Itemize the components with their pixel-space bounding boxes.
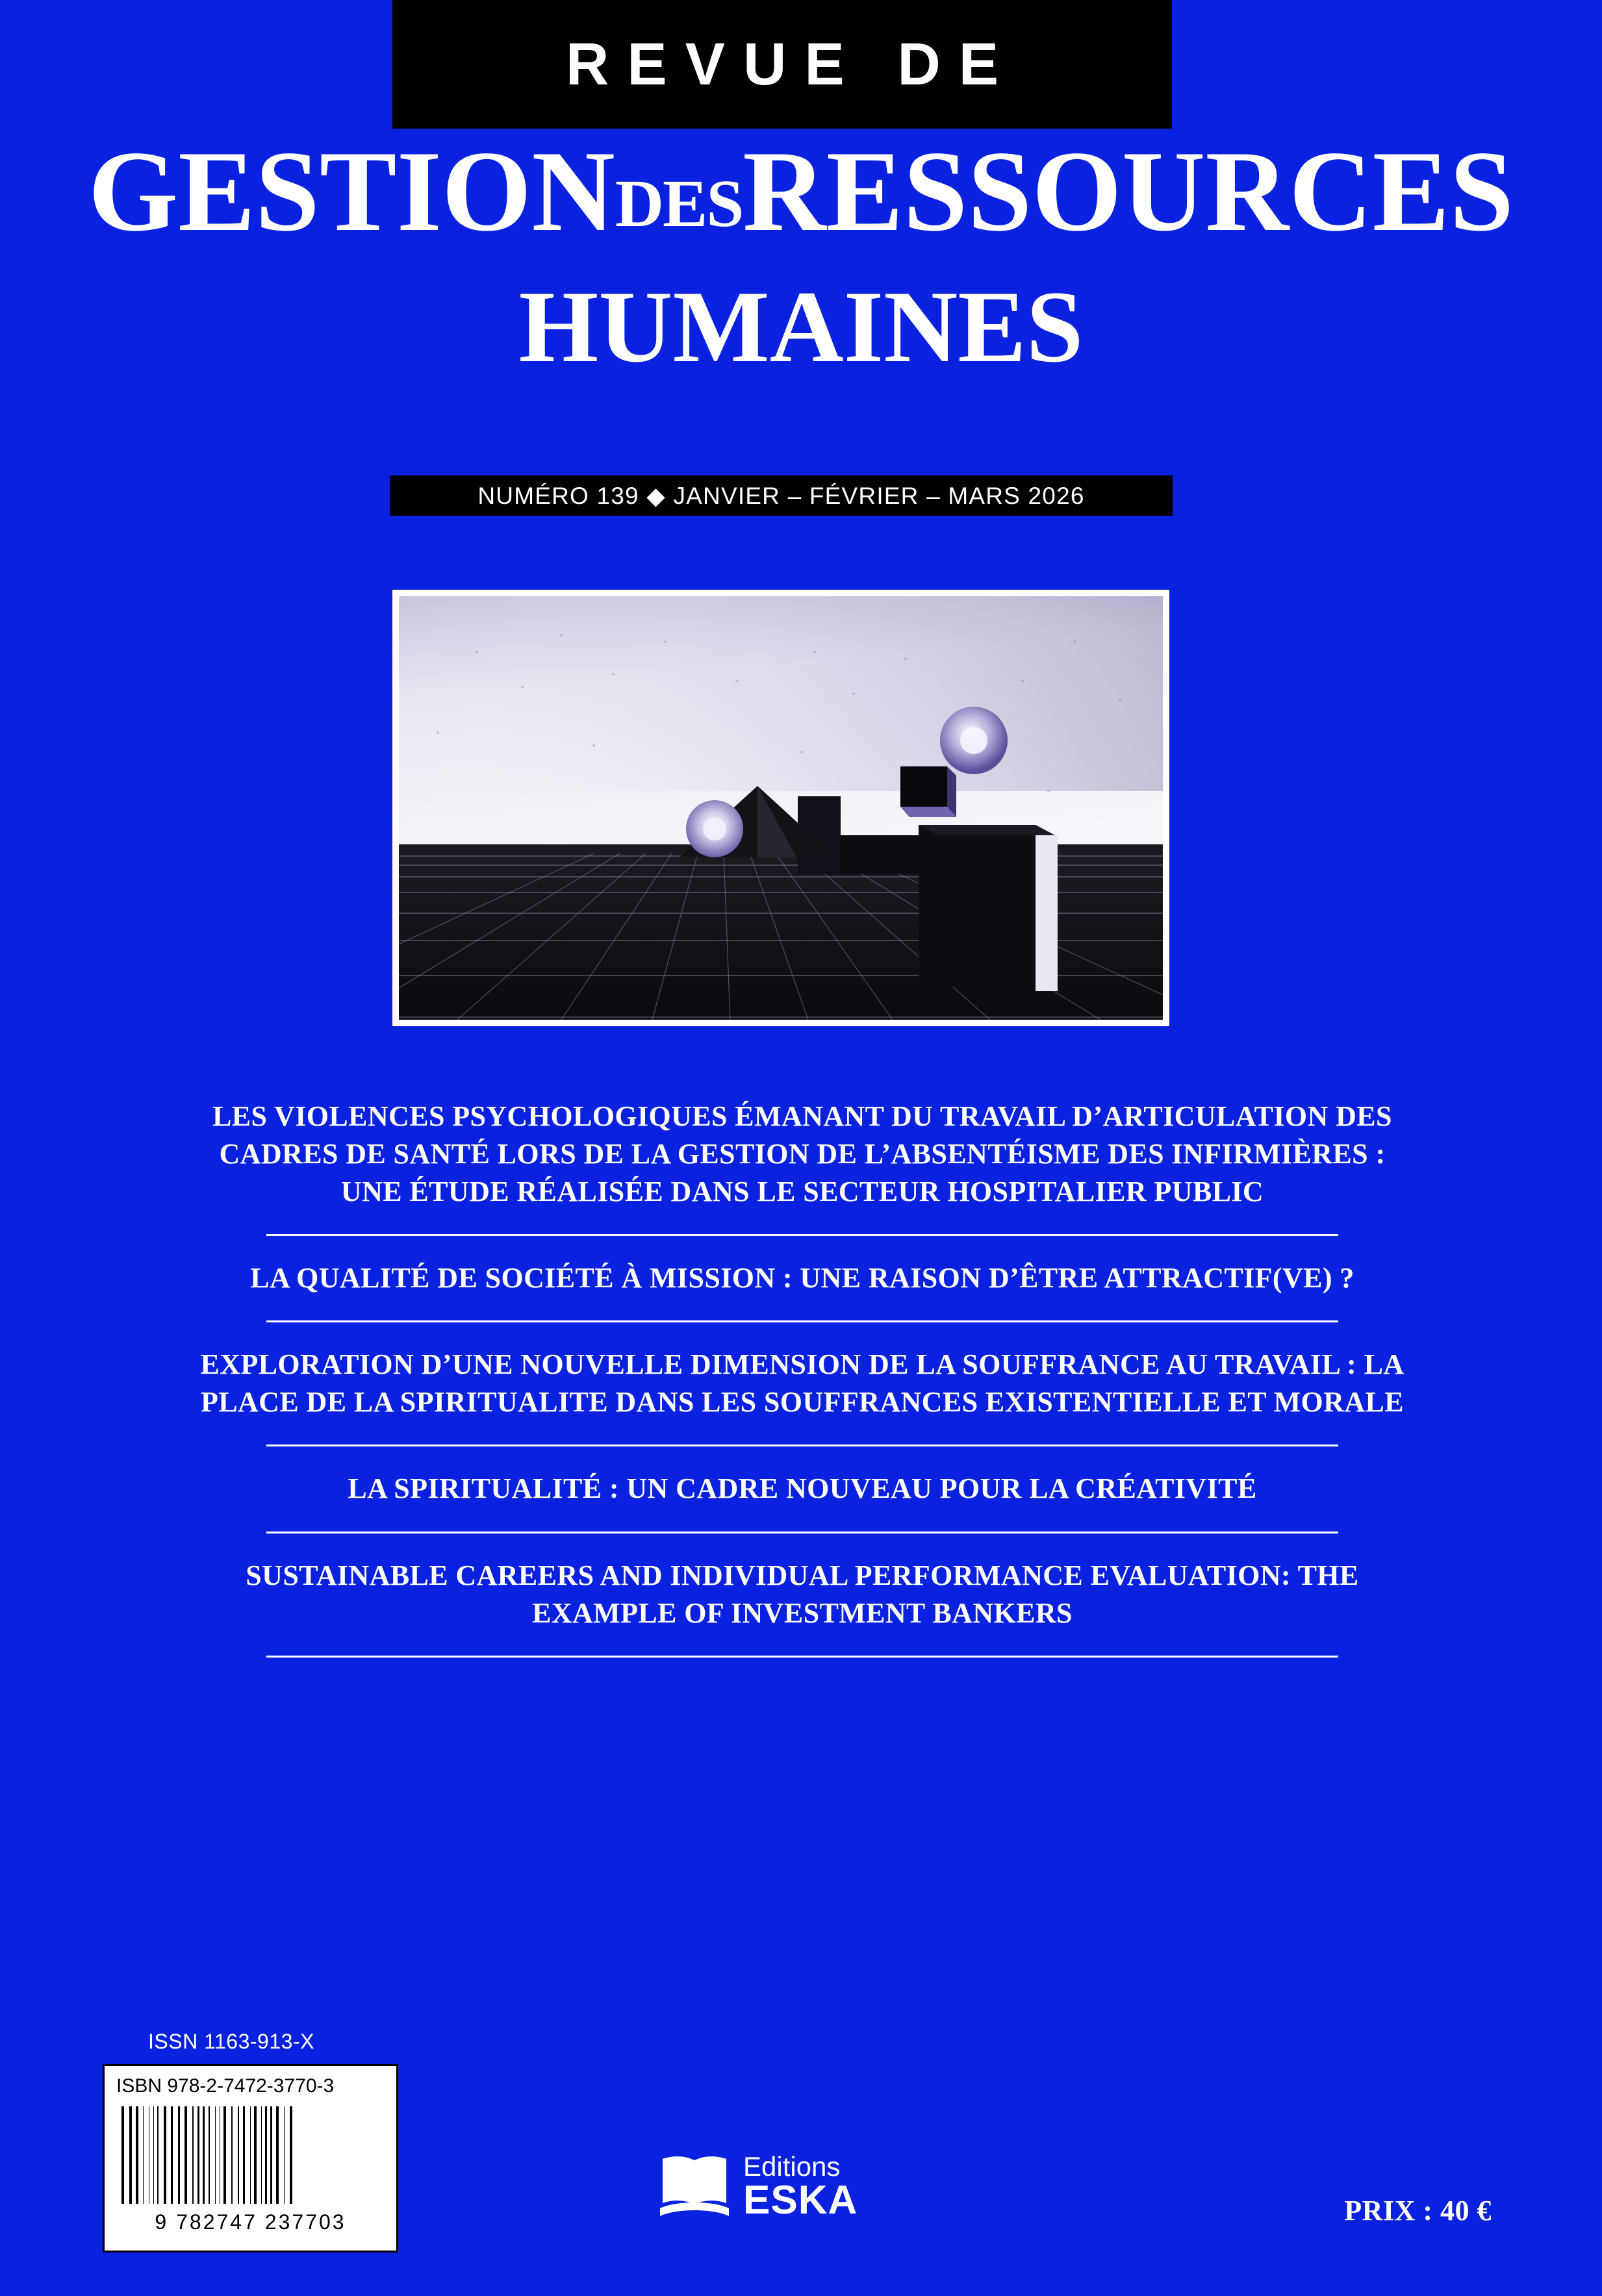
article-title: EXPLORATION D’UNE NOUVELLE DIMENSION DE LA SOUFFRANCE AU TRAVAIL : LA PLACE DE LA SPIRITUALITE DANS LES SOUFFRANCES EXISTENTIELLE ET MORALE [200, 1348, 1405, 1419]
cover-illustration-svg [399, 596, 1163, 1020]
article-title: LA SPIRITUALITÉ : UN CADRE NOUVEAU POUR LA CRÉATIVITÉ [348, 1472, 1257, 1505]
publisher-line-2: ESKA [743, 2178, 858, 2223]
publisher-name [743, 2153, 858, 2221]
article-title: SUSTAINABLE CAREERS AND INDIVIDUAL PERFORMANCE EVALUATION: THE EXAMPLE OF INVESTMENT BANKERS [246, 1559, 1359, 1629]
barcode [103, 2064, 398, 2252]
journal-title-line-2: HUMAINES [518, 270, 1084, 384]
issn-text: ISSN 1163-913-X [148, 2030, 314, 2053]
journal-title-line-1 [0, 127, 1602, 255]
cover-illustration [399, 596, 1163, 1020]
issue-label: NUMÉRO 139 ◆ JANVIER – FÉVRIER – MARS 2026 [477, 482, 1085, 509]
journal-title-gestion: GESTION [88, 127, 615, 255]
article-separator [266, 1532, 1338, 1533]
barcode-bars [121, 2106, 381, 2204]
article-separator [266, 1656, 1338, 1658]
journal-title-ressources: RESSOURCES [743, 127, 1514, 255]
issue-bar [390, 475, 1173, 516]
open-book-icon [656, 2149, 733, 2225]
journal-title-des: DES [615, 166, 743, 241]
article-title: LA QUALITÉ DE SOCIÉTÉ À MISSION : UNE RAISON D’ÊTRE ATTRACTIF(VE) ? [250, 1262, 1354, 1294]
article-list [156, 1098, 1449, 1681]
cover-illustration-frame [392, 590, 1169, 1026]
masthead-revue-label: REVUE DE [565, 31, 1017, 97]
publisher-logo [656, 2149, 858, 2225]
article-title: LES VIOLENCES PSYCHOLOGIQUES ÉMANANT DU TRAVAIL D’ARTICULATION DES CADRES DE SANTÉ LORS DE LA GESTION DE L’ABSENTÉISME DES INFIRMIÈRES : UNE ÉTUDE RÉALISÉE DANS LE SECTEUR HOSPITALIER PUBLIC [212, 1100, 1392, 1208]
article-separator [266, 1444, 1338, 1446]
open-book-icon-svg [656, 2149, 733, 2225]
article-separator [266, 1234, 1338, 1236]
article-separator [266, 1320, 1338, 1322]
isbn-text: ISBN 978-2-7472-3770-3 [116, 2075, 335, 2097]
masthead-revue-bar [392, 0, 1172, 129]
barcode-digits: 9 782747 237703 [155, 2210, 346, 2234]
price-text: PRIX : 40 € [1344, 2195, 1492, 2227]
publisher-line-1: Editions [743, 2151, 841, 2182]
